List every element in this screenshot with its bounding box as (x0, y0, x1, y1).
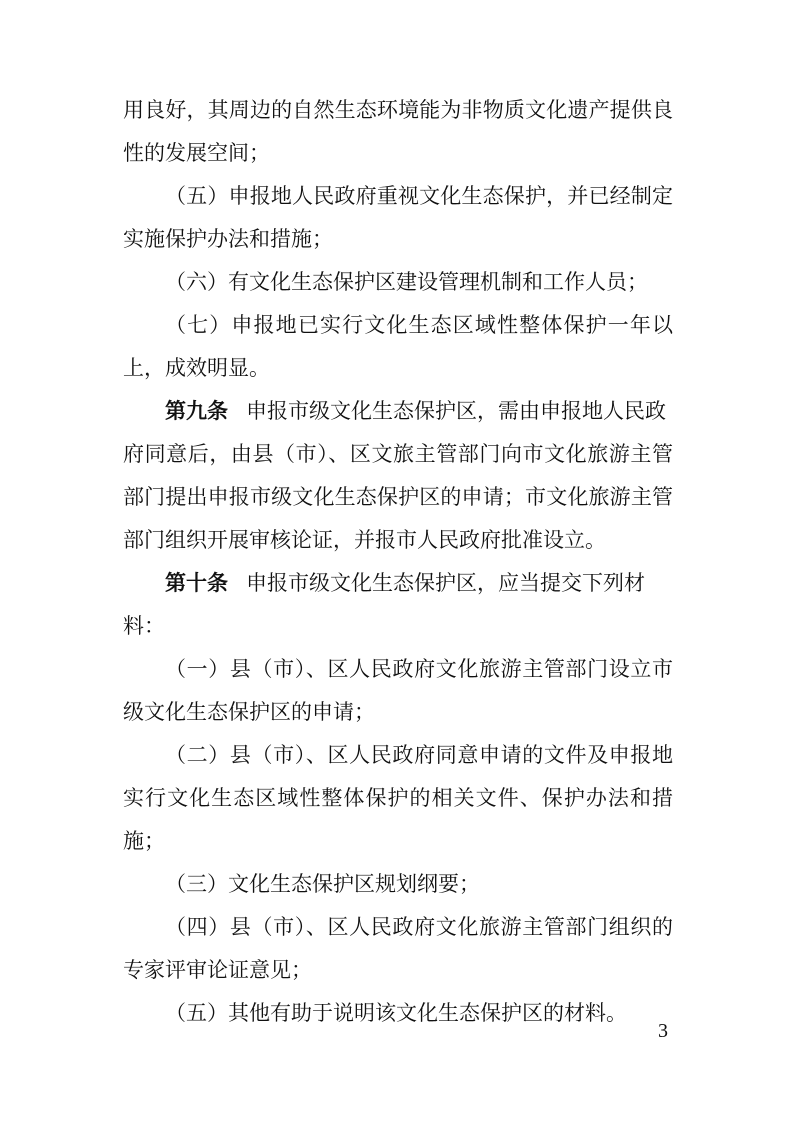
article-9-heading: 第九条 (165, 399, 228, 423)
text-line: （一）县（市）、区人民政府文化旅游主管部门设立市 (165, 657, 673, 681)
text-line: （三）文化生态保护区规划纲要； (165, 872, 480, 896)
text-line: （四）县（市）、区人民政府文化旅游主管部门组织的 (165, 915, 673, 939)
text-line: 性的发展空间； (123, 141, 270, 165)
text-line: （六）有文化生态保护区建设管理机制和工作人员； (165, 270, 648, 294)
text-line: 部门组织开展审核论证，并报市人民政府批准设立。 (123, 528, 606, 552)
text-line: 上，成效明显。 (123, 356, 270, 380)
text-line: 料： (123, 614, 165, 638)
page-number: 3 (658, 1020, 668, 1042)
text-line: 部门提出申报市级文化生态保护区的申请；市文化旅游主管 (123, 485, 673, 509)
article-10-first-line (165, 571, 673, 595)
text-line: 府同意后，由县（市）、区文旅主管部门向市文化旅游主管 (123, 442, 673, 466)
text-line: （七）申报地已实行文化生态区域性整体保护一年以 (165, 313, 673, 337)
text-line: （五）申报地人民政府重视文化生态保护，并已经制定 (165, 184, 673, 208)
article-10-heading: 第十条 (165, 571, 228, 595)
text-line: 级文化生态保护区的申请； (123, 700, 375, 724)
text-line: 施； (123, 829, 165, 853)
text-line: 专家评审论证意见； (123, 958, 312, 982)
article-9-first-line (165, 399, 673, 423)
text-line: 申报市级文化生态保护区，应当提交下列材 (246, 571, 645, 595)
text-line: 实行文化生态区域性整体保护的相关文件、保护办法和措 (123, 786, 673, 810)
text-line: 申报市级文化生态保护区，需由申报地人民政 (246, 399, 666, 423)
text-line: 实施保护办法和措施； (123, 227, 333, 251)
text-line: 用良好，其周边的自然生态环境能为非物质文化遗产提供良 (123, 98, 673, 122)
text-line: （二）县（市）、区人民政府同意申请的文件及申报地 (165, 743, 673, 767)
text-line: （五）其他有助于说明该文化生态保护区的材料。 (165, 1001, 627, 1025)
